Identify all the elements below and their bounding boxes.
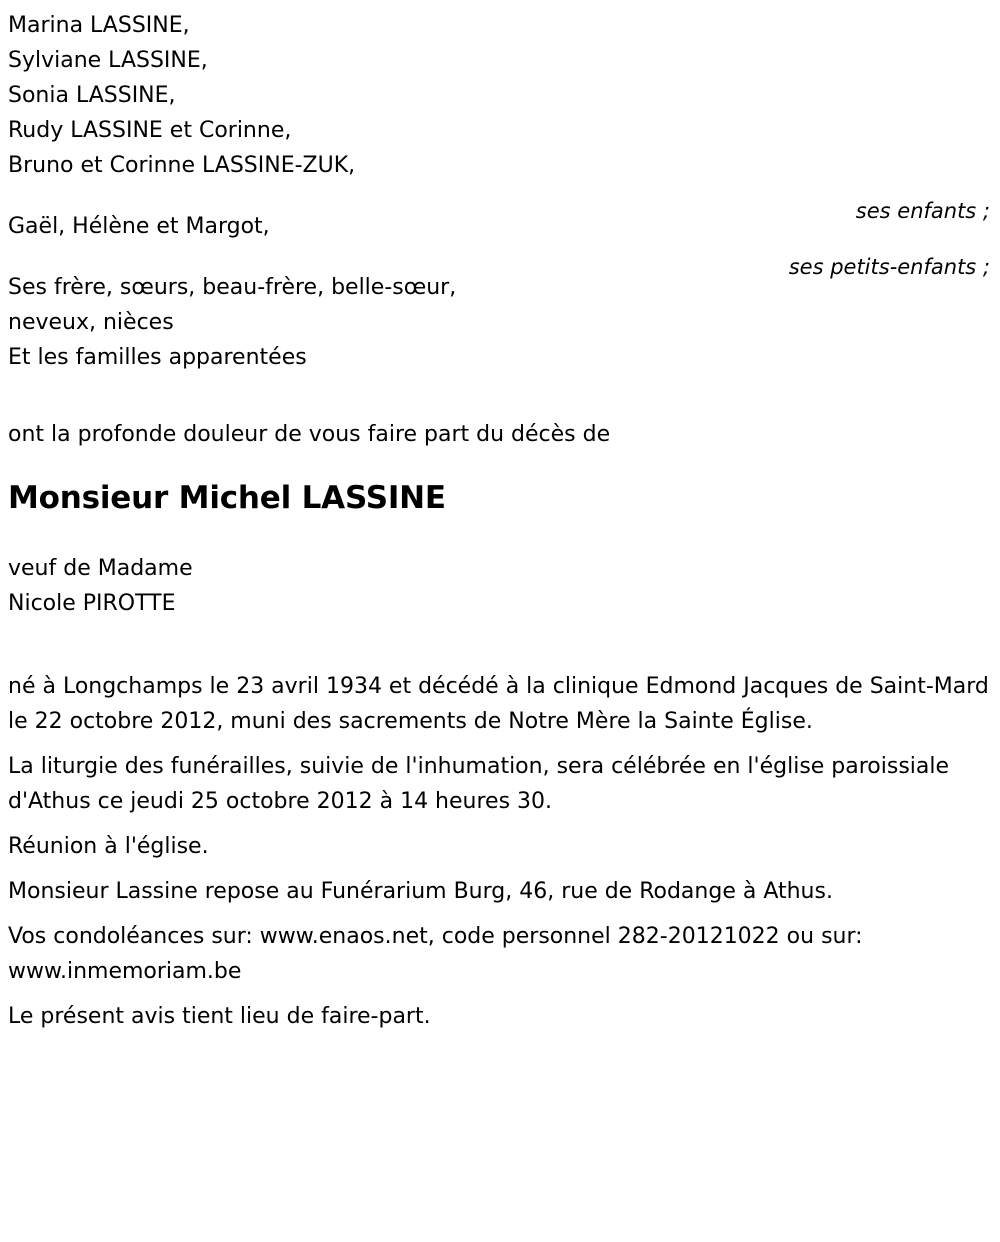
grandchildren-relation-label: ses petits-enfants ; <box>788 255 990 279</box>
list-item: Sylviane LASSINE, <box>8 48 208 73</box>
list-item: Et les familles apparentées <box>8 345 307 370</box>
spacer <box>8 375 990 417</box>
spacer <box>8 452 990 478</box>
list-item: Sonia LASSINE, <box>8 83 176 108</box>
spacer <box>8 244 990 270</box>
repose-paragraph: Monsieur Lassine repose au Funérarium Burg, 46, rue de Rodange à Athus. <box>8 879 833 904</box>
children-name-list <box>8 8 990 183</box>
gathering-paragraph: Réunion à l'église. <box>8 834 209 859</box>
condolences-paragraph: Vos condoléances sur: www.enaos.net, code personnel 282-20121022 ou sur: www.inmemoriam.be <box>8 924 863 984</box>
deceased-name: Monsieur Michel LASSINE <box>8 480 446 516</box>
spacer <box>8 739 990 749</box>
spouse-prefix: veuf de Madame <box>8 556 193 581</box>
grandchildren-name-list <box>8 209 990 244</box>
relatives-list <box>8 270 990 375</box>
spacer <box>8 909 990 919</box>
list-item: Gaël, Hélène et Margot, <box>8 214 270 239</box>
list-item: Rudy LASSINE et Corinne, <box>8 118 292 143</box>
spacer <box>8 864 990 874</box>
spacer <box>8 989 990 999</box>
legal-note-paragraph: Le présent avis tient lieu de faire-part. <box>8 1004 431 1029</box>
list-item: Bruno et Corinne LASSINE-ZUK, <box>8 153 356 178</box>
birth-death-paragraph: né à Longchamps le 23 avril 1934 et décédé à la clinique Edmond Jacques de Saint-Mard le 22 octobre 2012, muni des sacrements de Notre Mère la Sainte Église. <box>8 674 989 734</box>
list-item: neveux, nièces <box>8 310 174 335</box>
spacer <box>8 518 990 551</box>
list-item: Marina LASSINE, <box>8 13 190 38</box>
spacer <box>8 183 990 209</box>
children-relation-label: ses enfants ; <box>855 199 990 223</box>
spouse-name: Nicole PIROTTE <box>8 591 176 616</box>
spacer <box>8 819 990 829</box>
ceremony-paragraph: La liturgie des funérailles, suivie de l'inhumation, sera célébrée en l'église paroissiale d'Athus ce jeudi 25 octobre 2012 à 14 heures 30. <box>8 754 950 814</box>
spouse-block <box>8 551 990 621</box>
announcement-intro: ont la profonde douleur de vous faire part du décès de <box>8 422 611 447</box>
spacer <box>8 621 990 669</box>
list-item: Ses frère, sœurs, beau-frère, belle-sœur, <box>8 275 457 300</box>
